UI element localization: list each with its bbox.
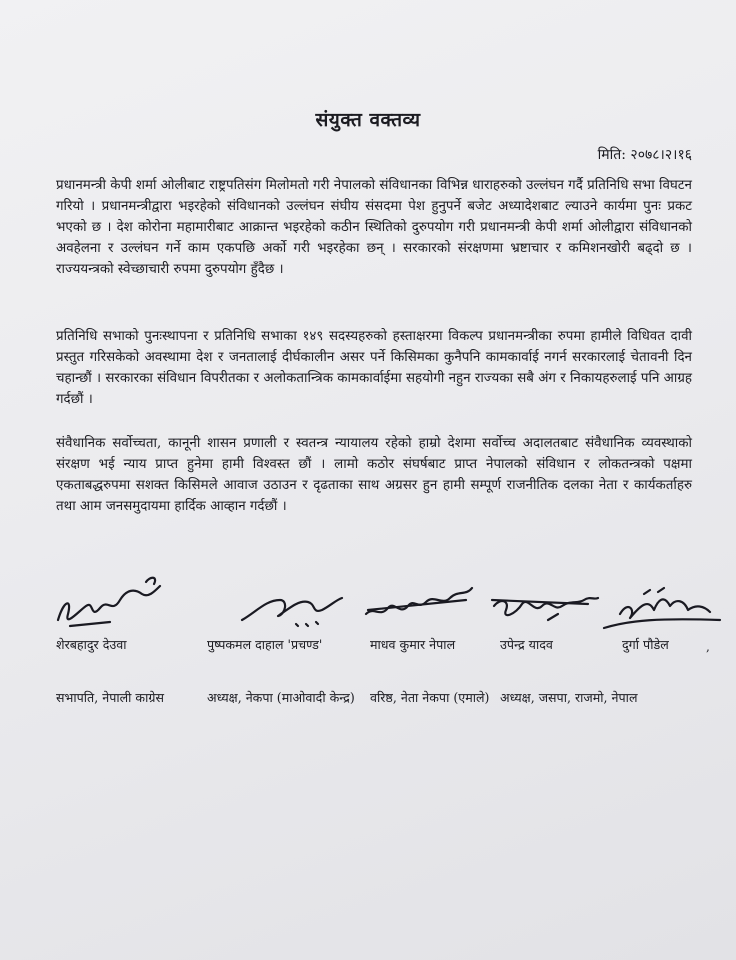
- document-date: मिति: २०७८।२।१६: [597, 147, 692, 163]
- signatory-name-2: पुष्पकमल दाहाल 'प्रचण्ड': [207, 637, 323, 652]
- signature-4: [488, 570, 600, 640]
- signatory-name-1: शेरबहादुर देउवा: [56, 637, 127, 652]
- document-title: संयुक्त वक्तव्य: [315, 109, 421, 131]
- paragraph-3: संवैधानिक सर्वोच्चता, कानूनी शासन प्रणाली र स्वतन्त्र न्यायालय रहेको हाम्रो देशमा सर्वोच्च अदालतबाट संवैधानिक व्यवस्थाको संरक्षण भई न्याय प्राप्त हुनेमा हामी विश्वस्त छौं । लामो कठोर संघर्षबाट प्राप्त नेपालको संविधान र लोकतन्त्रको पक्षमा एकताबद्धरुपमा सशक्त किसिमले आवाज उठाउन र दृढताका साथ अग्रसर हुन हामी सम्पूर्ण राजनीतिक दलका नेता र कार्यकर्ताहरु तथा आम जनसमुदायमा हार्दिक आव्हान गर्दछौं ।: [56, 436, 692, 514]
- signatory-name-5: दुर्गा पौडेल: [622, 637, 669, 652]
- signatory-role-4: अध्यक्ष, जसपा, राजमो, नेपाल: [500, 690, 638, 705]
- signature-1: [50, 570, 170, 640]
- tick-mark: ,: [706, 640, 710, 654]
- paragraph-1: प्रधानमन्त्री केपी शर्मा ओलीबाट राष्ट्रपतिसंग मिलोमतो गरी नेपालको संविधानका विभिन्न धाराहरुको उल्लंघन गर्दै प्रतिनिधि सभा विघटन गरियो । प्रधानमन्त्रीद्वारा भइरहेको संविधानको उल्लंघन संघीय संसदमा पेश हुनुपर्ने बजेट अध्यादेशबाट ल्याउने कार्यमा पुनः प्रकट भएको छ । देश कोरोना महामारीबाट आक्रान्त भइरहेको कठीन स्थितिको दुरुपयोग गरी प्रधानमन्त्री केपी शर्मा ओलीद्वारा संविधानको अवहेलना र उल्लंघन गर्ने काम एकपछि अर्को गरी भइरहेका छन् । सरकारको संरक्षणमा भ्रष्टाचार र कमिशनखोरी बढ्दो छ । राज्ययन्त्रको स्वेच्छाचारी रुपमा दुरुपयोग हुँदैछ ।: [56, 178, 692, 277]
- signatory-role-1: सभापति, नेपाली काग्रेस: [56, 690, 164, 705]
- signatory-name-4: उपेन्द्र यादव: [500, 637, 553, 652]
- signature-5: [600, 570, 726, 640]
- signatory-name-3: माधव कुमार नेपाल: [370, 637, 456, 652]
- paragraph-2: प्रतिनिधि सभाको पुनःस्थापना र प्रतिनिधि सभाका १४९ सदस्यहरुको हस्ताक्षरमा विकल्प प्रधानमन्त्रीका रुपमा हामीले विधिवत दावी प्रस्तुत गरिसकेको अवस्थामा देश र जनतालाई दीर्घकालीन असर पर्ने किसिमका कुनैपनि कामकार्वाई नगर्न सरकारलाई चेतावनी दिन चहान्छौं । सरकारका संविधान विपरीतका र अलोकतान्त्रिक कामकार्वाईमा सहयोगी नहुन राज्यका सबै अंग र निकायहरुलाई पनि आग्रह गर्दछौं ।: [56, 329, 692, 407]
- signature-2: [236, 570, 346, 640]
- signature-3: [362, 570, 474, 640]
- signatory-role-3: वरिष्ठ, नेता नेकपा (एमाले): [370, 690, 490, 705]
- signatory-role-2: अध्यक्ष, नेकपा (माओवादी केन्द्र): [207, 690, 355, 705]
